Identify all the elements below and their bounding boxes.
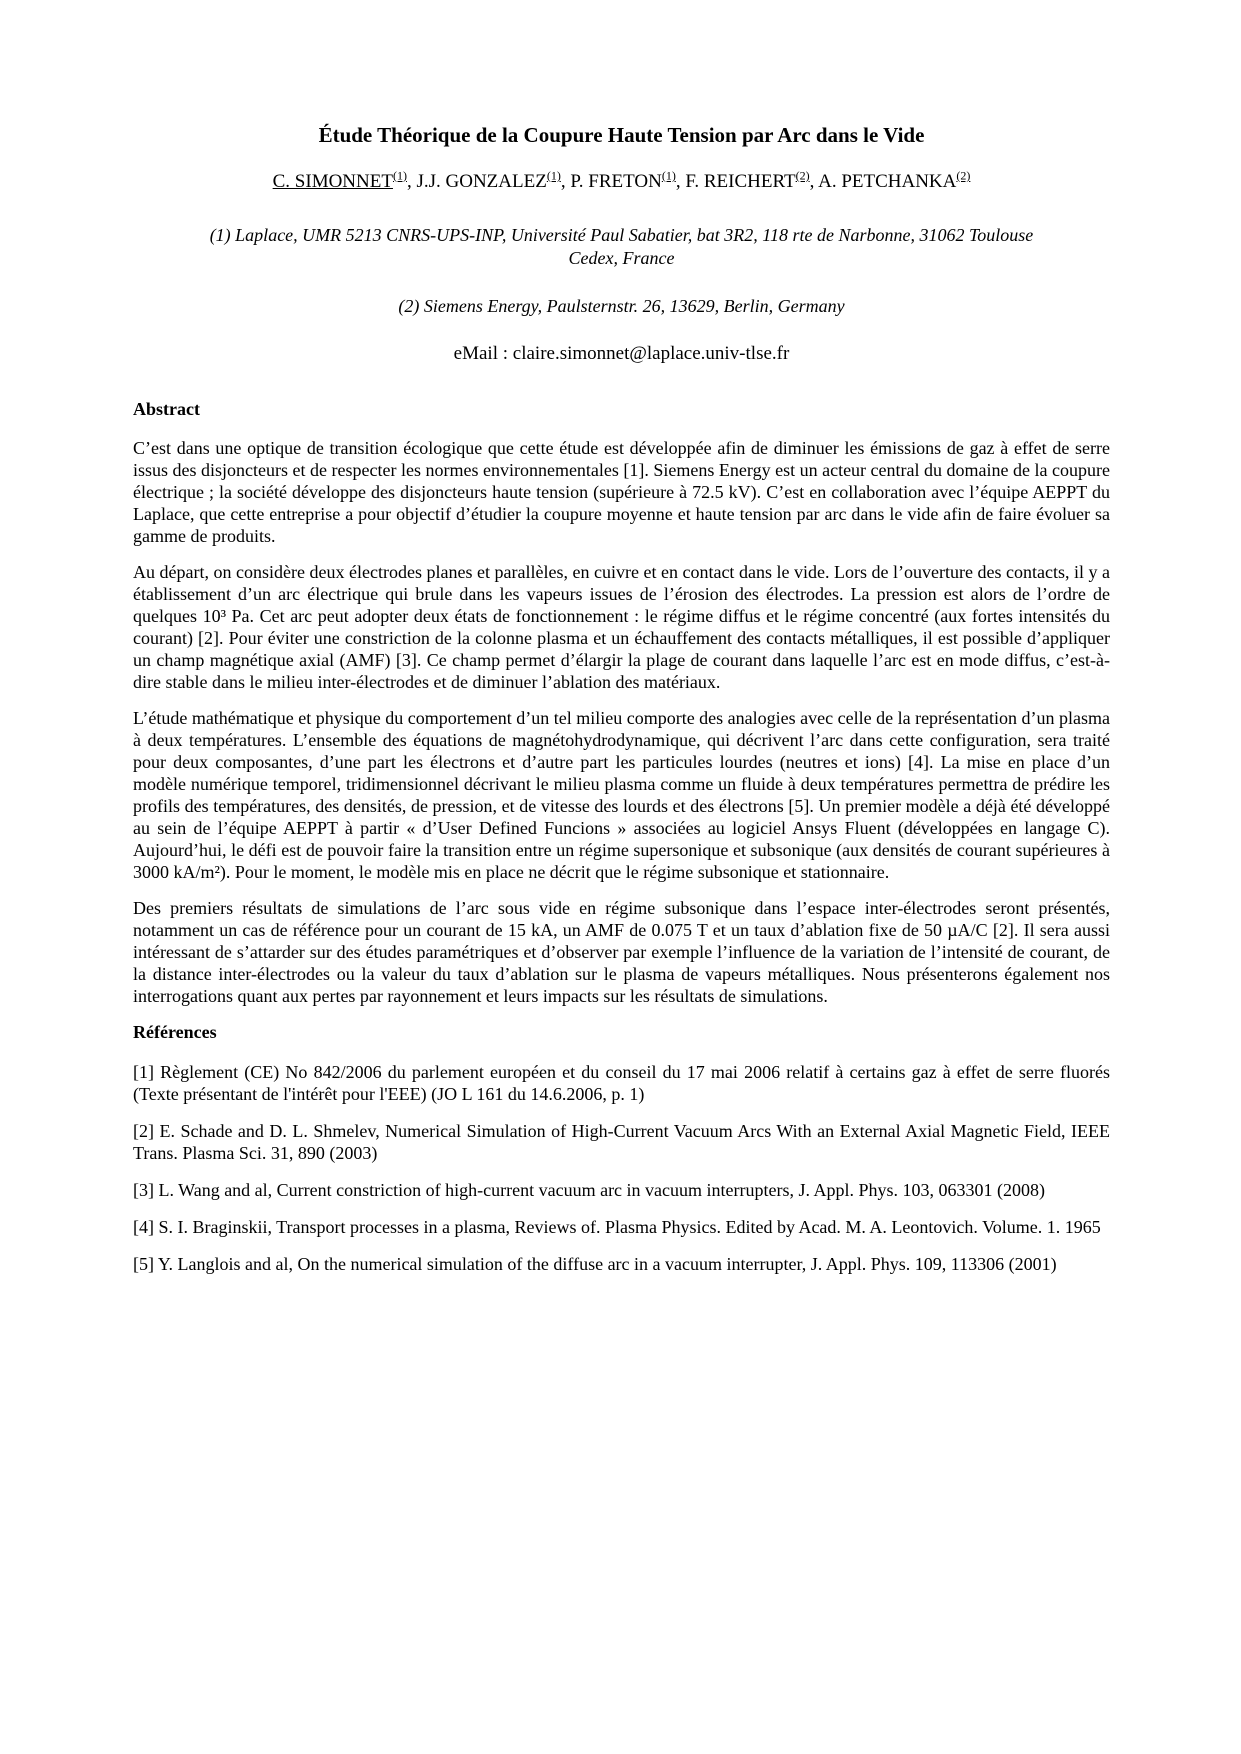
author bbox=[570, 168, 686, 193]
reference-item-4: [4] S. I. Braginskii, Transport processes in a plasma, Reviews of. Plasma Physics. Edited by Acad. M. A. Leontovich. Volume. 1. 1965 bbox=[133, 1216, 1101, 1237]
references-heading: Références bbox=[133, 1022, 217, 1043]
reference-item-3: [3] L. Wang and al, Current constriction of high-current vacuum arc in vacuum interrupters, J. Appl. Phys. 103, 063301 (2008) bbox=[133, 1179, 1046, 1200]
author bbox=[416, 168, 571, 193]
author-affiliation-mark: (1) bbox=[392, 168, 407, 183]
reference-item-1: [1] Règlement (CE) No 842/2006 du parlement européen et du conseil du 17 mai 2006 relatif à certains gaz à effet de serre fluorés (Texte présentant de l'intérêt pour l'EEE) (JO L 161 du 14.6.2006, p. 1) bbox=[133, 1061, 1110, 1104]
author-name: J.J. GONZALEZ bbox=[416, 171, 547, 193]
abstract-paragraph-4: Des premiers résultats de simulations de l’arc sous vide en régime subsonique dans l’espace inter-électrodes seront présentés, notamment un cas de référence pour un courant de 15 kA, un AMF de 0.075 T et un taux d’ablation fixe de 50 µA/C [2]. Il sera aussi intéressant de s’attarder sur des études paramétriques et d’observer par exemple l’influence de la variation de l’intensité de courant, de la distance inter-électrodes ou la valeur du taux d’ablation sur le plasma de vapeurs métalliques. Nous présenterons également nos interrogations quant aux pertes par rayonnement et leurs impacts sur les résultats de simulations. bbox=[133, 898, 1110, 1007]
author-affiliation-mark: (1) bbox=[546, 168, 561, 183]
author bbox=[818, 168, 971, 193]
author bbox=[272, 168, 417, 193]
author-separator: , bbox=[406, 171, 417, 193]
references-section bbox=[133, 1021, 1110, 1275]
abstract-paragraph-1: C’est dans une optique de transition écologique que cette étude est développée afin de diminuer les émissions de gaz à effet de serre issus des disjoncteurs et de respecter les normes environnementales [1]. Siemens Energy est un acteur central du domaine de la coupure électrique ; la société développe des disjoncteurs haute tension (supérieure à 72.5 kV). C’est en collaboration avec l’équipe AEPPT du Laplace, que cette entreprise a pour objectif d’étudier la coupure moyenne et haute tension par arc dans le vide afin de faire évoluer sa gamme de produits. bbox=[133, 438, 1110, 547]
author-affiliation-mark: (2) bbox=[956, 168, 971, 183]
authors-line bbox=[133, 170, 1110, 194]
author-separator: , bbox=[809, 171, 819, 193]
paper-title: Étude Théorique de la Coupure Haute Tension par Arc dans le Vide bbox=[318, 123, 925, 147]
author-separator: , bbox=[675, 171, 686, 193]
document-header bbox=[133, 122, 1110, 366]
author bbox=[685, 168, 819, 193]
abstract-paragraph-3: L’étude mathématique et physique du comportement d’un tel milieu comporte des analogies avec celle de la représentation d’un plasma à deux températures. L’ensemble des équations de magnétohydrodynamique, qui décrivent l’arc dans cette configuration, sera traité pour deux composantes, d’une part les électrons et d’autre part les particules lourdes (neutres et ions) [4]. La mise en place d’un modèle numérique temporel, tridimensionnel décrivant le milieu plasma comme un fluide à deux températures permettra de prédire les profils des températures, des densités, de pression, et de vitesse des lourds et des électrons [5]. Un premier modèle a déjà été développé au sein de l’équipe AEPPT à partir « d’User Defined Funcions » associées au logiciel Ansys Fluent (développées en langage C). Aujourd’hui, le défi est de pouvoir faire la transition entre un régime supersonique et subsonique (aux densités de courant supérieures à 3000 kA/m²). Pour le moment, le modèle mis en place ne décrit que le régime subsonique et stationnaire. bbox=[133, 708, 1111, 883]
affiliation-siemens: (2) Siemens Energy, Paulsternstr. 26, 13629, Berlin, Germany bbox=[398, 295, 845, 316]
author-affiliation-mark: (1) bbox=[661, 168, 676, 183]
author-name: P. FRETON bbox=[570, 171, 662, 193]
email-line: eMail : claire.simonnet@laplace.univ-tlse.fr bbox=[453, 343, 790, 365]
reference-item-5: [5] Y. Langlois and al, On the numerical simulation of the diffuse arc in a vacuum interrupter, J. Appl. Phys. 109, 113306 (2001) bbox=[133, 1253, 1057, 1274]
abstract-section bbox=[133, 398, 1110, 1008]
author-affiliation-mark: (2) bbox=[795, 168, 810, 183]
author-name: A. PETCHANKA bbox=[818, 171, 957, 193]
reference-item-2: [2] E. Schade and D. L. Shmelev, Numerical Simulation of High-Current Vacuum Arcs With an External Axial Magnetic Field, IEEE Trans. Plasma Sci. 31, 890 (2003) bbox=[133, 1120, 1110, 1163]
author-separator: , bbox=[560, 171, 571, 193]
affiliation-laplace: (1) Laplace, UMR 5213 CNRS-UPS-INP, Université Paul Sabatier, bat 3R2, 118 rte de Narbonne, 31062 Toulouse Cedex, France bbox=[209, 225, 1034, 269]
abstract-heading: Abstract bbox=[133, 398, 200, 419]
author-name: F. REICHERT bbox=[685, 171, 796, 193]
author-name: C. SIMONNET bbox=[272, 171, 393, 193]
abstract-paragraph-2: Au départ, on considère deux électrodes planes et parallèles, en cuivre et en contact dans le vide. Lors de l’ouverture des contacts, il y a établissement d’un arc électrique qui brule dans les vapeurs issues de l’érosion des électrodes. La pression est alors de l’ordre de quelques 10³ Pa. Cet arc peut adopter deux états de fonctionnement : le régime diffus et le régime concentré (aux fortes intensités du courant) [2]. Pour éviter une constriction de la colonne plasma et un échauffement des contacts métalliques, il est possible d’appliquer un champ magnétique axial (AMF) [3]. Ce champ permet d’élargir la plage de courant dans laquelle l’arc est en mode diffus, c’est-à-dire stable dans le milieu inter-électrodes et de diminuer l’ablation des matériaux. bbox=[133, 562, 1110, 693]
